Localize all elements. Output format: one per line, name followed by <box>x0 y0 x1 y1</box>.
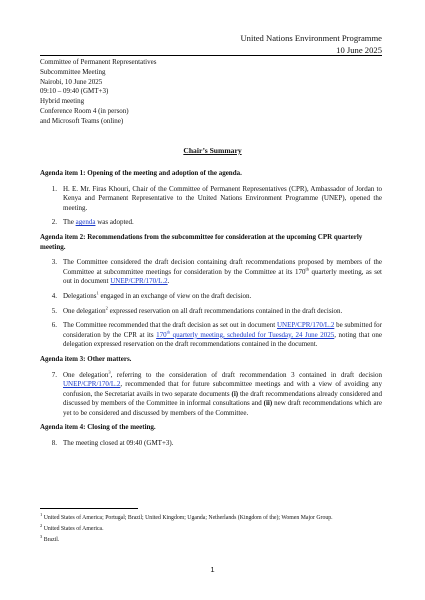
text-run: The Committee considered the draft decision containing draft recommendations proposed by members of the Committee at subcommittee meetings for consideration by the Committee at its 170 <box>63 258 382 276</box>
paragraph-text <box>63 321 382 350</box>
list-marker: (ii) <box>263 399 273 408</box>
superscript: th <box>305 266 309 272</box>
text-run: Delegations <box>63 291 97 300</box>
paragraph-3 <box>40 258 382 287</box>
header-rule <box>40 55 382 56</box>
footnote-number: 1 <box>40 512 43 518</box>
superscript: th <box>166 329 171 335</box>
agenda-item-3-heading: Agenda item 3: Other matters. <box>40 354 132 363</box>
agenda-item-2-heading: Agenda item 2: Recommendations from the subcommittee for consideration at the upcoming CPR quarterly meeting. <box>40 232 363 251</box>
footnote-rule <box>40 508 138 509</box>
meeting-line-format: Hybrid meeting <box>40 97 85 106</box>
text-run: engaged in an exchange of view on the draft decision. <box>98 291 252 300</box>
paragraph-text: The meeting closed at 09:40 (GMT+3). <box>63 439 174 448</box>
text-run: The Committee recommended that the draft decision as set out in document <box>63 321 277 330</box>
text-run: , noting that one delegation expressed reservation on the draft recommendations contained in the document. <box>63 330 382 349</box>
footnotes <box>40 514 382 547</box>
text-run: The <box>63 218 76 227</box>
meeting-line-type: Subcommittee Meeting <box>40 67 106 76</box>
paragraph-number: 8. <box>51 439 57 448</box>
footnote-text: United States of America. <box>42 526 104 532</box>
page-number: 1 <box>210 565 215 574</box>
paragraph-text <box>63 307 382 317</box>
paragraph-text <box>63 218 382 228</box>
document-link[interactable]: UNEP/CPR/170/L.2 <box>63 380 121 389</box>
paragraph-number: 1. <box>51 184 57 193</box>
text-run: expressed reservation on all draft recommendations contained in the draft decision. <box>107 306 343 315</box>
agenda-item-1-heading: Agenda item 1: Opening of the meeting and adoption of the agenda. <box>40 169 242 177</box>
text-run: , referring to the consideration of draft recommendation 3 contained in draft decision <box>110 370 382 379</box>
footnote-number: 2 <box>40 523 43 529</box>
document-link[interactable]: UNEP/CPR/170/L.2 <box>276 321 335 330</box>
paragraph-8 <box>40 439 382 449</box>
meeting-line-place-date: Nairobi, 10 June 2025 <box>40 77 103 86</box>
text-run: quarterly meeting, as set out in document <box>63 267 382 286</box>
footnote-number: 3 <box>40 534 43 540</box>
text-run: One delegation <box>63 370 109 379</box>
document-title: Chair’s Summary <box>183 146 242 155</box>
meeting-details <box>40 58 156 127</box>
paragraph-6 <box>40 321 382 350</box>
footnote-ref[interactable]: 2 <box>105 305 108 311</box>
paragraph-2 <box>40 218 382 228</box>
meeting-link[interactable] <box>156 331 334 339</box>
footnote-text: Brazil. <box>42 537 60 543</box>
paragraph-number: 6. <box>51 321 57 330</box>
paragraph-5 <box>40 307 382 317</box>
document-date: 10 June 2025 <box>336 45 382 55</box>
text-run: the draft recommendations already considered and discussed by members of the Committee in informal consultations and <box>63 389 382 408</box>
paragraph-number: 7. <box>51 370 57 379</box>
paragraph-text <box>63 292 382 302</box>
meeting-line-room: Conference Room 4 (in person) <box>40 106 129 115</box>
text-run: . <box>167 277 170 286</box>
footnote-3 <box>40 536 382 544</box>
document-body <box>40 169 382 454</box>
paragraph-number: 4. <box>51 291 57 300</box>
paragraph-7 <box>40 371 382 419</box>
text-run: , recommended that for future subcommittee meetings and with a view of avoiding any confusion, the Secretariat avails in two separate documents <box>63 380 382 398</box>
text-run: One delegation <box>63 306 106 315</box>
footnote-1 <box>40 514 382 522</box>
agenda-item-4-heading: Agenda item 4: Closing of the meeting. <box>40 423 156 432</box>
paragraph-4 <box>40 292 382 302</box>
footnote-text: United States of America; Portugal; Brazil; United Kingdom; Uganda; Netherlands (Kingdom of the); Women Major Group. <box>42 515 333 521</box>
agenda-link[interactable]: agenda <box>75 218 96 227</box>
meeting-line-committee: Committee of Permanent Representatives <box>40 58 157 66</box>
paragraph-text <box>63 371 382 419</box>
text-run: quarterly meeting, scheduled for Tuesday, 24 June 2025 <box>170 330 335 339</box>
text-run: was adopted. <box>95 218 134 227</box>
footnote-ref[interactable]: 1 <box>96 290 99 296</box>
list-marker: (i) <box>231 389 239 398</box>
meeting-line-time: 09:10 – 09:40 (GMT+3) <box>40 87 109 96</box>
meeting-line-online: and Microsoft Teams (online) <box>40 116 124 125</box>
paragraph-text: H. E. Mr. Firas Khouri, Chair of the Committee of Permanent Representatives (CPR), Ambassador of Jordan to Kenya and Permanent Representative to the United Nations Environment Programme (UNEP), opened the meeting. <box>63 184 382 212</box>
paragraph-1 <box>40 185 382 214</box>
paragraph-number: 2. <box>51 218 57 227</box>
paragraph-text <box>63 258 382 287</box>
paragraph-number: 5. <box>51 306 57 315</box>
organization-name: United Nations Environment Programme <box>240 33 382 43</box>
footnote-ref[interactable]: 3 <box>108 369 111 375</box>
text-run: new draft recommendations which are yet to be considered and discussed by members of the Committee. <box>63 399 382 417</box>
paragraph-number: 3. <box>51 258 57 267</box>
text-run: be submitted for consideration by the CPR at its <box>63 321 382 339</box>
footnote-2 <box>40 525 382 533</box>
text-run: 170 <box>156 330 167 339</box>
document-header <box>240 32 382 56</box>
document-link[interactable]: UNEP/CPR/170/L.2 <box>110 277 168 286</box>
